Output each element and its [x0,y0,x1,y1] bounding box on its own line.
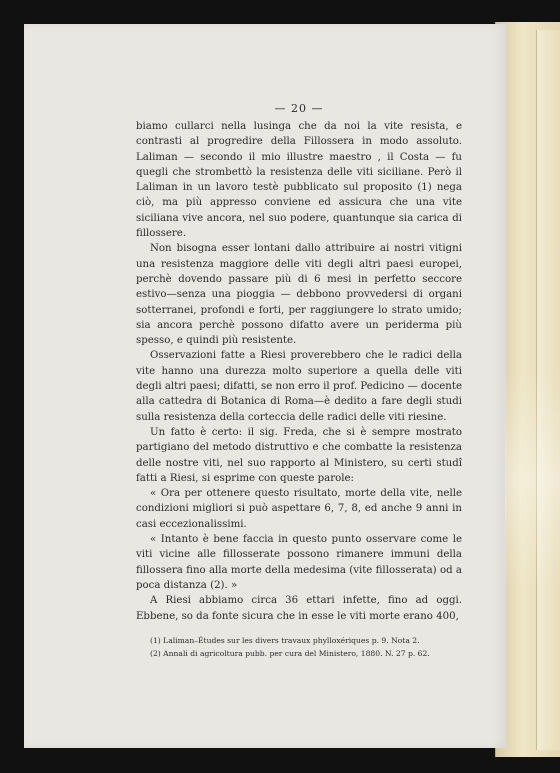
quote-paragraph: « Intanto è bene faccia in questo punto osservare come le viti vicine alle fillosserate possono rimanere immuni della fillossera fino alla morte della medesima (vite fillosserata) od a poca distanza (2). » [136,534,462,591]
paragraph: biamo cullarci nella lusinga che da noi la vite resista, e contrasti al progredire della Fillossera in modo assoluto. Laliman — secondo il mio illustre maestro , il Costa — fu quegli che strombettò la resistenza delle viti siciliane. Però il Laliman in un lavoro testè pubblicato sul proposito (1) nega ciò, ma più appresso conviene ed assicura che una vite siciliana vive ancora, nel suo podere, quantunque sia carica di fillossere. [136,121,462,240]
tape-reflection [505,370,560,590]
paragraph: Non bisogna esser lontani dallo attribuire ai nostri vitigni una resistenza maggiore delle viti degli altri paesi europei, perchè dovendo passare più di 6 mesi in perfetto seccore estivo—senza una pioggia — debbono provvedersi di organi sotterranei, profondi e forti, per raggiungere lo strato umido; sia ancora perchè possono difatto avere un periderma più spesso, e quindi più resistente. [136,243,462,347]
body-text [136,119,462,624]
footnotes [136,635,462,661]
paragraph: Osservazioni fatte a Riesi proverebbero che le radici della vite hanno una durezza molto superiore a quella delle viti degli altri paesi; difatti, se non erro il prof. Pedicino — docente alla cattedra di Botanica di Roma—è dedito a fare degli studi sulla resistenza della corteccia delle radici delle viti riesine. [136,350,462,423]
book-page [24,24,506,748]
paragraph: A Riesi abbiamo circa 36 ettari infette, fino ad oggi. Ebbene, so da fonte sicura che in esse le viti morte erano 400, [136,595,462,622]
footnote: (1) Laliman–Études sur les divers travaux phylloxériques p. 9. Nota 2. [150,636,420,645]
paragraph: Un fatto è certo: il sig. Freda, che si è sempre mostrato partigiano del metodo distruttivo e che combatte la resistenza delle nostre viti, nel suo rapporto al Ministero, su certi studî fatti a Riesi, si esprime con queste parole: [136,426,462,484]
footnote: (2) Annali di agricoltura pubb. per cura del Ministero, 1880. N. 27 p. 62. [150,649,430,658]
quote-paragraph: « Ora per ottenere questo risultato, morte della vite, nelle condizioni migliori si può aspettare 6, 7, 8, ed anche 9 anni in casi eccezionalissimi. [136,488,462,530]
page-number: — 20 — [274,102,324,115]
